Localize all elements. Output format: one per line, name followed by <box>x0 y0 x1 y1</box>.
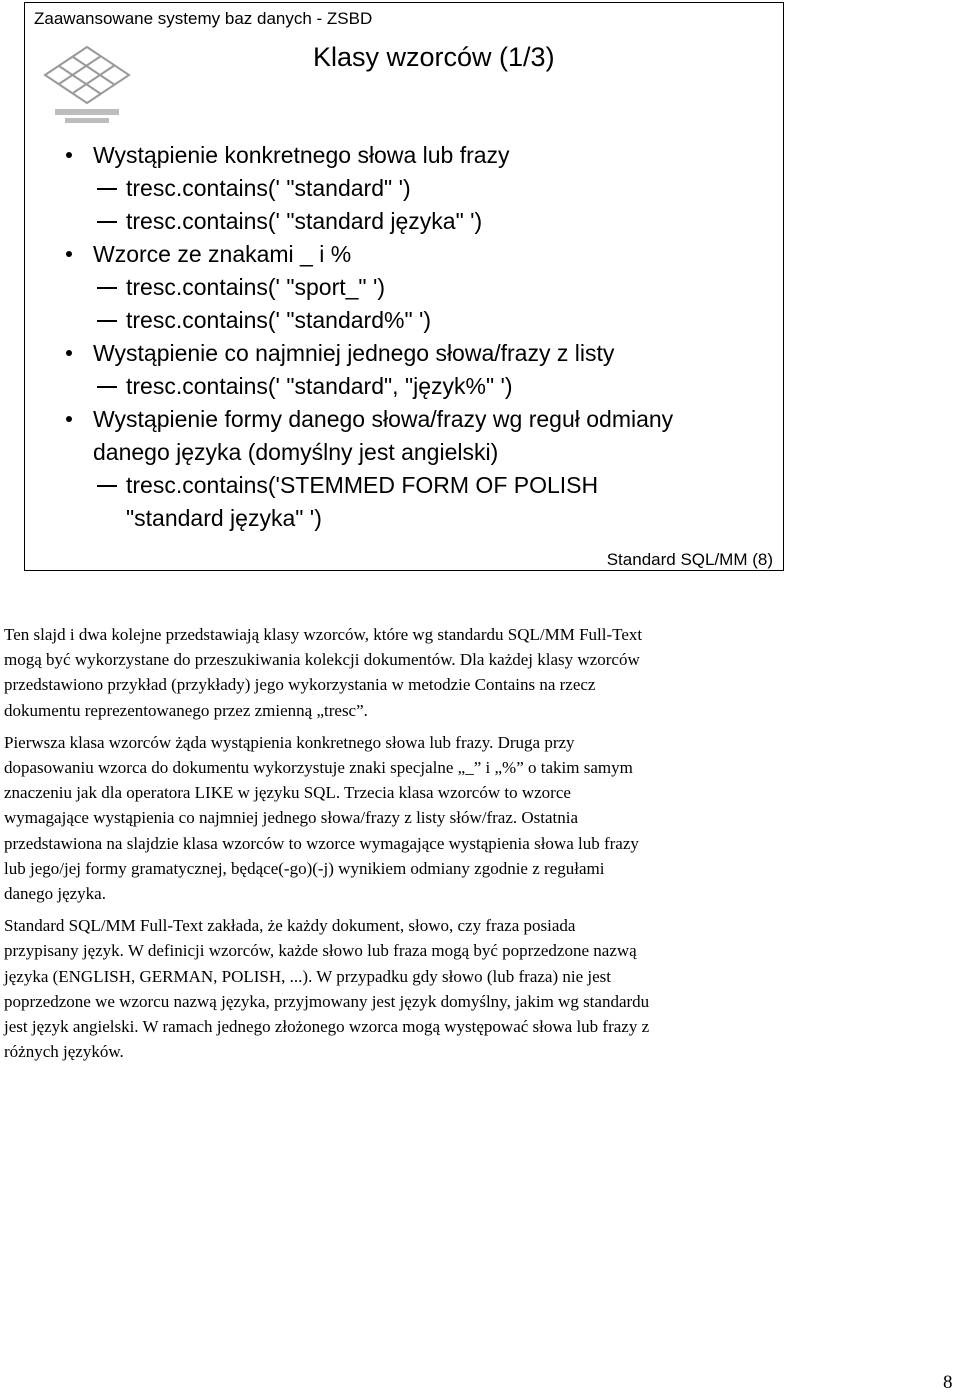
sub-bullet-item <box>25 304 785 337</box>
speaker-notes <box>4 622 824 1071</box>
bullet-list <box>25 139 785 535</box>
notes-line: mogą być wykorzystane do przeszukiwania kolekcji dokumentów. Dla każdej klasy wzorców <box>4 650 640 670</box>
bullet-text: Wystąpienie konkretnego słowa lub frazy <box>93 142 510 168</box>
sub-bullet-text: tresc.contains(' "standard" ') <box>126 175 411 201</box>
sub-bullet-text: tresc.contains(' "sport_" ') <box>126 274 386 300</box>
notes-line: języka (ENGLISH, GERMAN, POLISH, ...). W przypadku gdy słowo (lub fraza) nie jest <box>4 966 612 986</box>
bullet-dot-icon <box>66 350 72 356</box>
bullet-text: Wystąpienie co najmniej jednego słowa/frazy z listy <box>93 340 615 366</box>
slide-title: Klasy wzorców (1/3) <box>313 42 555 72</box>
notes-line: przypisany język. W definicji wzorców, każde słowo lub fraza mogą być poprzedzone nazwą <box>4 941 637 961</box>
notes-line: danego języka. <box>4 884 106 904</box>
slide-footer: Standard SQL/MM (8) <box>606 550 773 569</box>
bullet-item <box>25 337 785 370</box>
bullet-item <box>25 238 785 271</box>
notes-line: przedstawiona na slajdzie klasa wzorców to wzorce wymagające wystąpienia słowa lub frazy <box>4 833 639 853</box>
dash-icon <box>97 485 117 487</box>
bullet-dot-icon <box>66 152 72 158</box>
dash-icon <box>97 287 117 289</box>
notes-line: Pierwsza klasa wzorców żąda wystąpienia konkretnego słowa lub frazy. Druga przy <box>4 732 575 752</box>
notes-line: różnych języków. <box>4 1042 124 1062</box>
notes-line: Ten slajd i dwa kolejne przedstawiają klasy wzorców, które wg standardu SQL/MM Full-Text <box>4 625 643 644</box>
sub-bullet-item <box>25 370 785 403</box>
sub-bullet-item <box>25 469 785 502</box>
notes-line: wymagające wystąpienia co najmniej jednego słowa/frazy z listy słów/fraz. Ostatnia <box>4 808 579 828</box>
bullet-dot-icon <box>66 251 72 257</box>
notes-line: poprzedzone we wzorcu nazwą języka, przyjmowany jest język domyślny, jakim wg standardu <box>4 991 650 1011</box>
bullet-item <box>25 139 785 172</box>
sub-bullet-continuation: "standard języka" ') <box>126 505 322 531</box>
notes-line: lub jego/jej formy gramatycznej, będące(-go)(-j) wynikiem odmiany zgodnie z regułami <box>4 858 605 878</box>
notes-line: znaczeniu jak dla operatora LIKE w języku SQL. Trzecia klasa wzorców to wzorce <box>4 783 571 803</box>
dash-icon <box>97 386 117 388</box>
notes-paragraph <box>4 622 824 723</box>
notes-paragraph <box>4 913 824 1064</box>
notes-paragraph <box>4 730 824 906</box>
slide-frame <box>24 2 784 571</box>
sub-bullet-text: tresc.contains(' "standard języka" ') <box>126 208 483 234</box>
bullet-text: Wystąpienie formy danego słowa/frazy wg reguł odmiany <box>93 406 674 432</box>
bullet-text: Wzorce ze znakami _ i % <box>93 241 352 267</box>
sub-bullet-text: tresc.contains(' "standard", "język%" ') <box>126 373 513 399</box>
page-number: 8 <box>943 1372 953 1393</box>
bullet-item <box>25 403 785 436</box>
notes-line: Standard SQL/MM Full-Text zakłada, że każdy dokument, słowo, czy fraza posiada <box>4 916 576 936</box>
notes-line: jest język angielski. W ramach jednego złożonego wzorca mogą występować słowa lub frazy z <box>4 1017 650 1037</box>
sub-bullet-text: tresc.contains('STEMMED FORM OF POLISH <box>126 472 599 498</box>
bullet-continuation: danego języka (domyślny jest angielski) <box>93 439 499 465</box>
notes-line: dopasowaniu wzorca do dokumentu wykorzystuje znaki specjalne „_” i „%” o takim samym <box>4 758 633 778</box>
notes-line: przedstawiono przykład (przykłady) jego wykorzystania w metodzie Contains na rzecz <box>4 675 596 695</box>
dash-icon <box>97 320 117 322</box>
dash-icon <box>97 188 117 190</box>
bullet-dot-icon <box>66 416 72 422</box>
sub-bullet-item <box>25 205 785 238</box>
course-title: Zaawansowane systemy baz danych - ZSBD <box>34 9 373 28</box>
sub-bullet-item <box>25 271 785 304</box>
sub-bullet-text: tresc.contains(' "standard%" ') <box>126 307 432 333</box>
sub-bullet-item <box>25 172 785 205</box>
notes-line: dokumentu reprezentowanego przez zmienną „tresc”. <box>4 700 368 720</box>
university-logo-icon <box>37 37 137 127</box>
dash-icon <box>97 221 117 223</box>
